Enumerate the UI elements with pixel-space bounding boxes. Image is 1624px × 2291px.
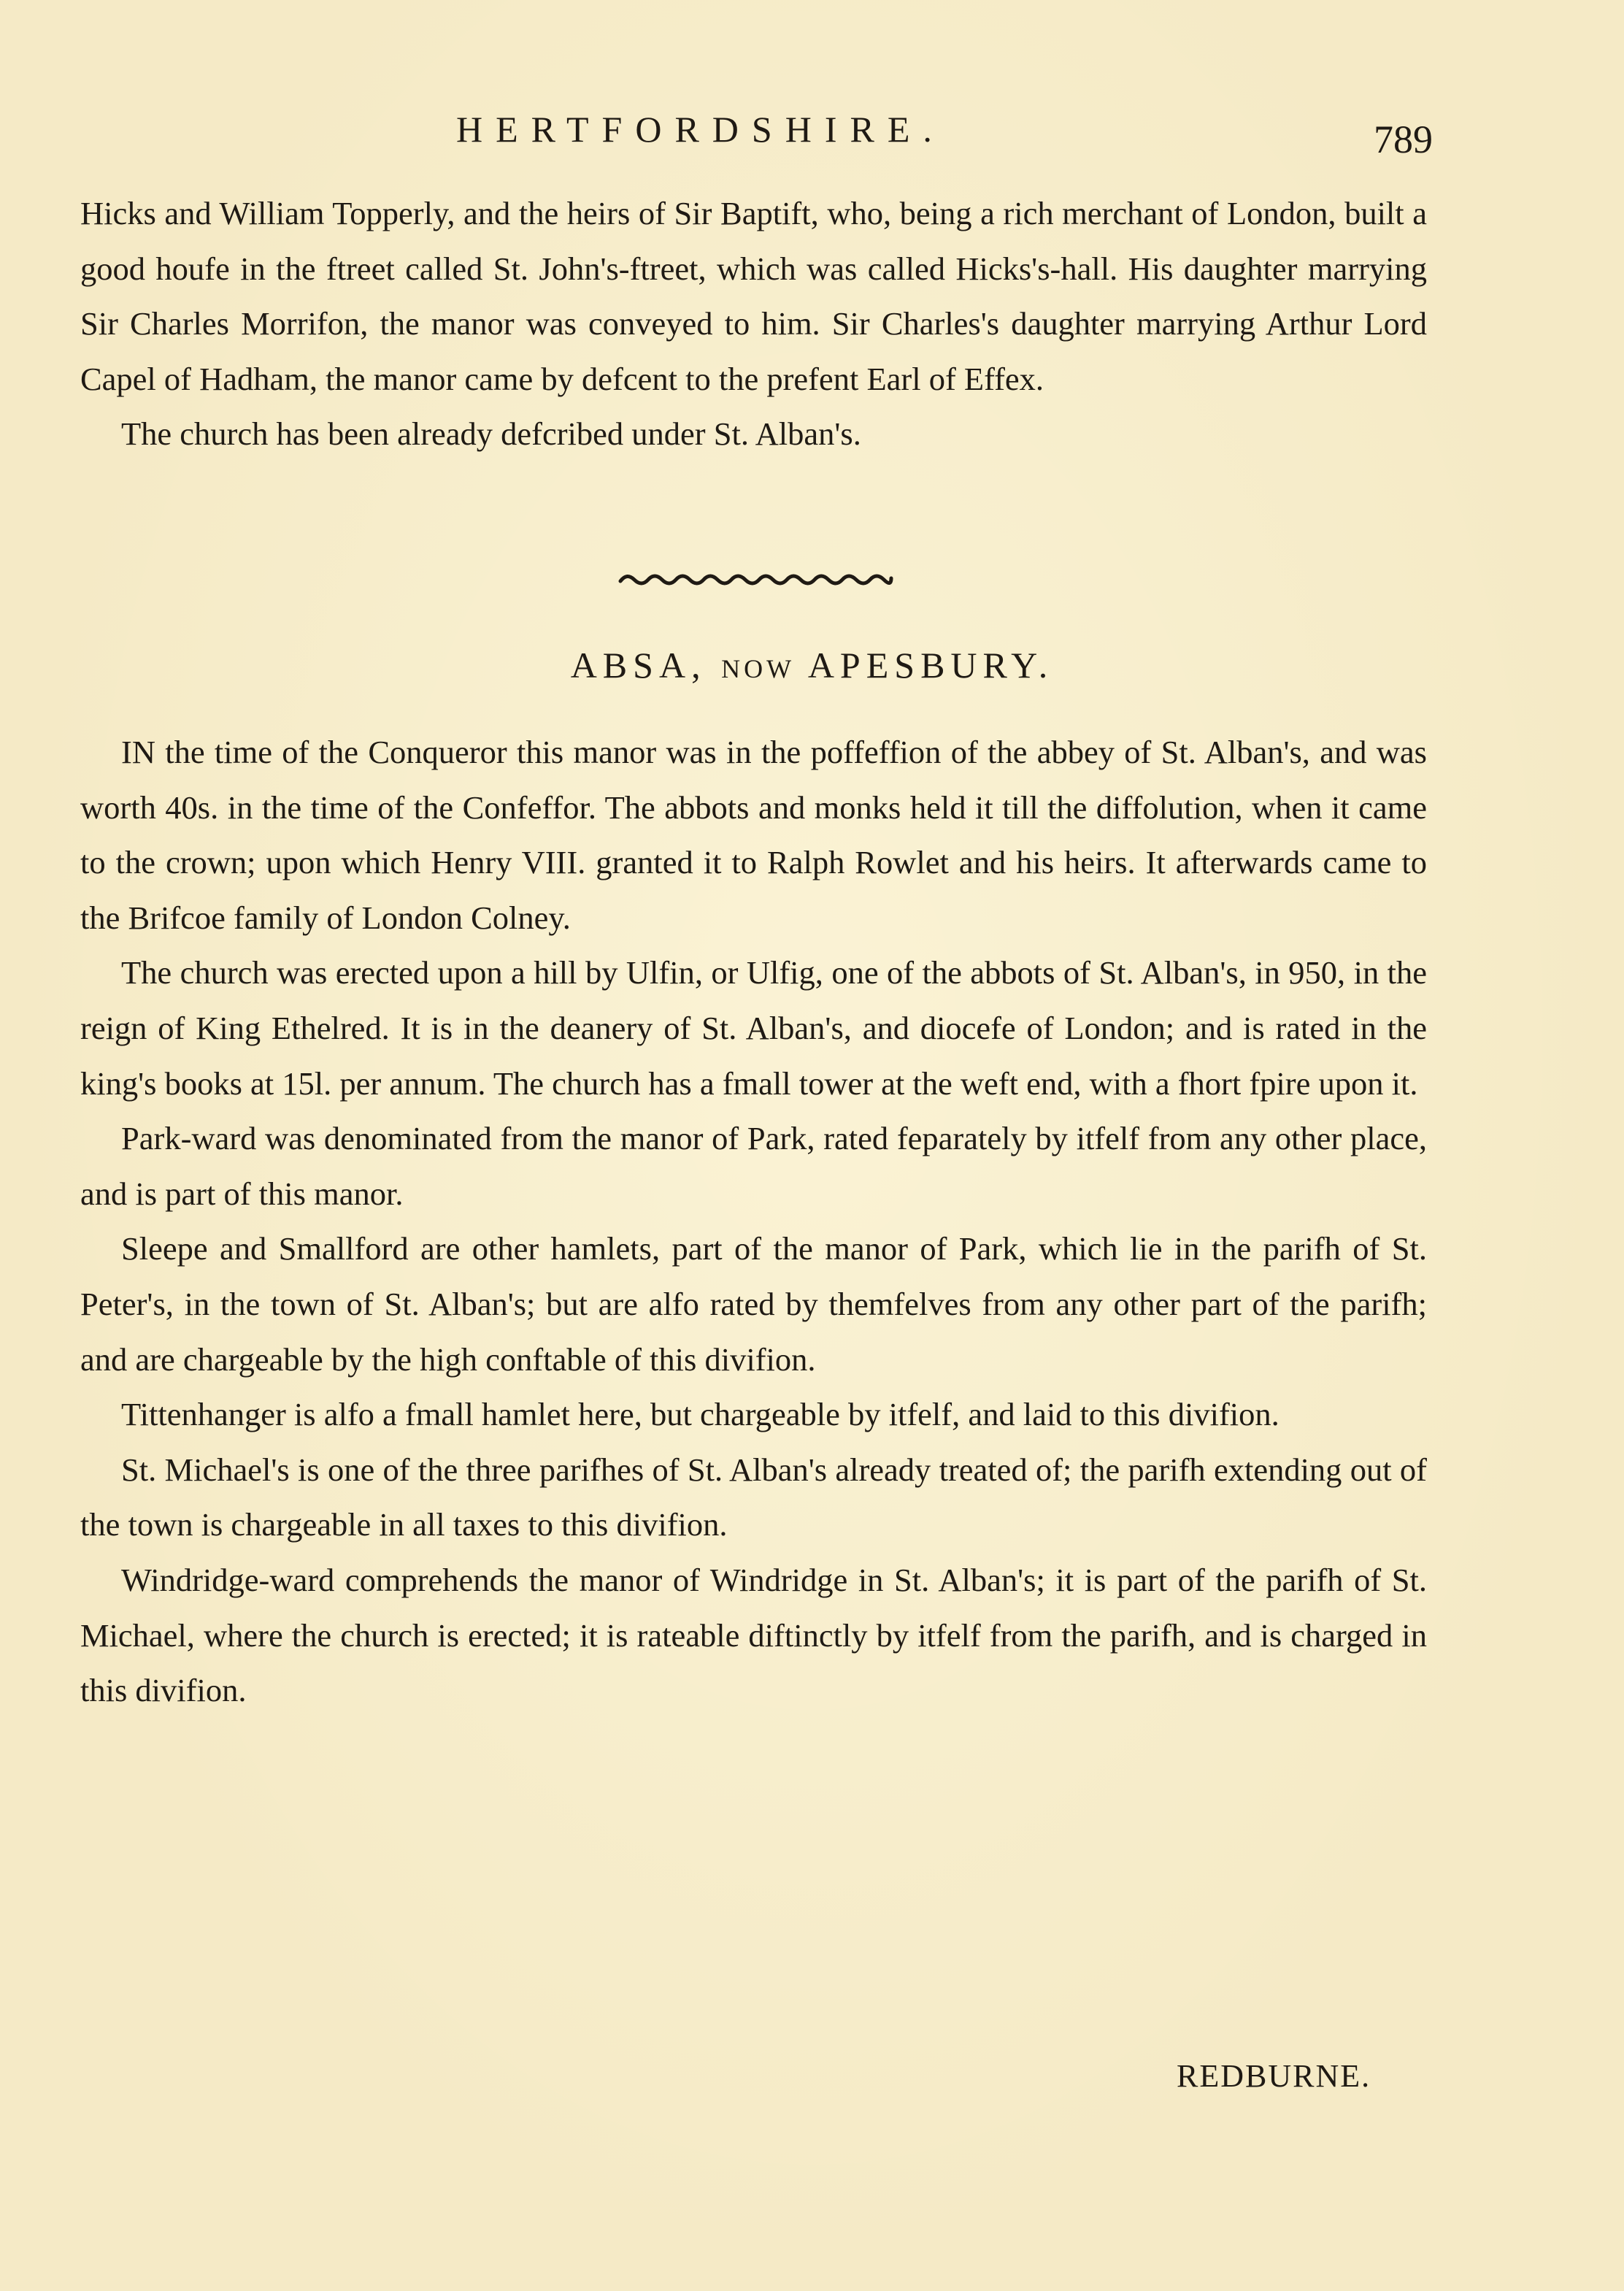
church-note-paragraph: The church has been already defcribed under St. Alban's. bbox=[121, 415, 861, 453]
section-heading bbox=[0, 644, 1624, 686]
paragraph-st-michaels: St. Michael's is one of the three parifhes of St. Alban's already treated of; the parifh extending out of the town is chargeable in all taxes to this divifion. bbox=[80, 1451, 1427, 1543]
section-title-absa: ABSA, bbox=[570, 645, 707, 686]
page-number: 789 bbox=[1374, 118, 1433, 161]
paragraph-tittenhanger: Tittenhanger is alfo a fmall hamlet here, but chargeable by itfelf, and laid to this divifion. bbox=[121, 1396, 1279, 1433]
continuation-text bbox=[80, 186, 1427, 462]
catchword: REDBURNE. bbox=[1177, 2058, 1371, 2094]
section-body bbox=[80, 725, 1427, 1719]
paragraph-manor-history: IN the time of the Conqueror this manor was in the poffeffion of the abbey of St. Alban's, and was worth 40s. in the time of the Confeffor. The abbots and monks held it till the diffolution, when it came to the crown; upon which Henry VIII. granted it to Ralph Rowlet and his heirs. It afterwards came to the Brifcoe family of London Colney. bbox=[80, 734, 1427, 936]
running-title: HERTFORDSHIRE. bbox=[456, 109, 945, 150]
paragraph-sleepe-smallford: Sleepe and Smallford are other hamlets, part of the manor of Park, which lie in the parifh of St. Peter's, in the town of St. Alban's; but are alfo rated by themfelves from any other part of the parifh; and are chargeable by the high conftable of this divifion. bbox=[80, 1230, 1427, 1378]
ornament-divider bbox=[617, 568, 894, 590]
section-title-apesbury: APESBURY. bbox=[807, 645, 1054, 686]
paragraph-church: The church was erected upon a hill by Ulfin, or Ulfig, one of the abbots of St. Alban's, in 950, in the reign of King Ethelred. It is in the deanery of St. Alban's, and diocefe of London; and is rated in the king's books at 15l. per annum. The church has a fmall tower at the weft end, with a fhort fpire upon it. bbox=[80, 954, 1427, 1102]
section-title-now: NOW bbox=[721, 654, 796, 683]
paragraph-park-ward: Park-ward was denominated from the manor of Park, rated feparately by itfelf from any other place, and is part of this manor. bbox=[80, 1120, 1427, 1212]
paragraph-windridge-ward: Windridge-ward comprehends the manor of Windridge in St. Alban's; it is part of the parifh of St. Michael, where the church is erected; it is rateable diftinctly by itfelf from the parifh, and is charged in this divifion. bbox=[80, 1561, 1427, 1709]
continuation-paragraph: Hicks and William Topperly, and the heirs of Sir Baptift, who, being a rich merchant of London, built a good houfe in the ftreet called St. John's-ftreet, which was called Hicks's-hall. His daughter marrying Sir Charles Morrifon, the manor was conveyed to him. Sir Charles's daughter marrying Arthur Lord Capel of Hadham, the manor came by defcent to the prefent Earl of Effex. bbox=[80, 195, 1427, 397]
